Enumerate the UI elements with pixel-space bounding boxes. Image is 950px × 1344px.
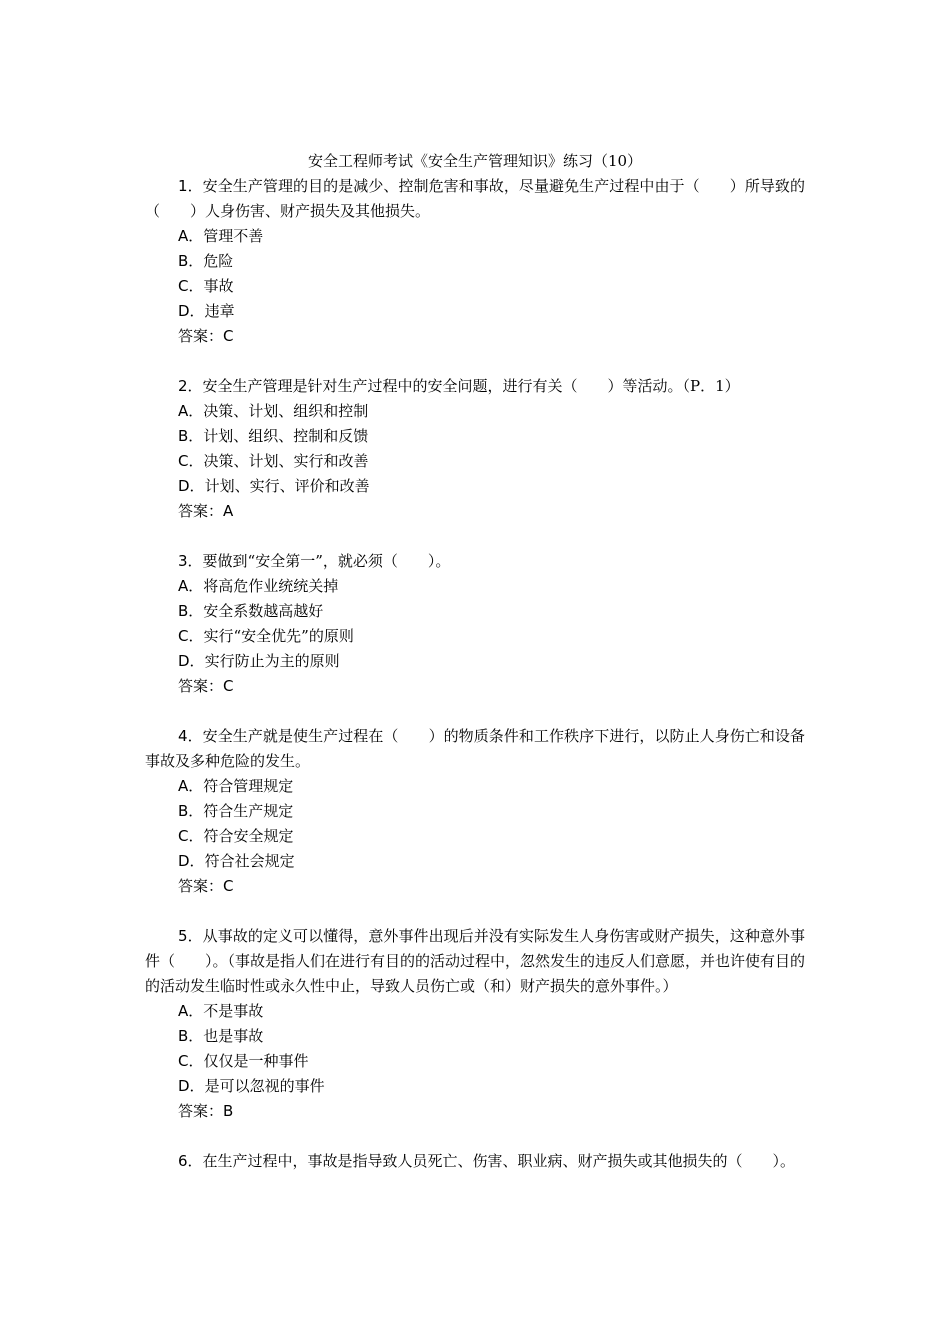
question-number: 6． bbox=[178, 1152, 203, 1170]
answer-line bbox=[178, 674, 805, 699]
option-text: 实行防止为主的原则 bbox=[204, 652, 340, 670]
option-text: 实行“安全优先”的原则 bbox=[203, 627, 354, 645]
question-stem bbox=[145, 724, 805, 774]
option-c bbox=[178, 624, 805, 649]
option-letter: D． bbox=[178, 302, 205, 320]
option-letter: C． bbox=[178, 277, 204, 295]
option-text: 仅仅是一种事件 bbox=[203, 1052, 309, 1070]
question-stem bbox=[145, 174, 805, 224]
option-letter: D． bbox=[178, 477, 205, 495]
option-b bbox=[178, 249, 805, 274]
question-2 bbox=[145, 374, 805, 524]
question-6 bbox=[145, 1149, 805, 1174]
question-number: 1． bbox=[178, 177, 203, 195]
option-a bbox=[178, 574, 805, 599]
option-letter: B． bbox=[178, 427, 204, 445]
question-text: 要做到“安全第一”，就必须（ ）。 bbox=[202, 552, 451, 570]
option-c bbox=[178, 274, 805, 299]
question-number: 4． bbox=[178, 727, 203, 745]
option-b bbox=[178, 599, 805, 624]
question-number: 5． bbox=[178, 927, 203, 945]
question-list bbox=[145, 174, 805, 1174]
document-title: 安全工程师考试《安全生产管理知识》练习（10） bbox=[307, 152, 643, 170]
option-a bbox=[178, 774, 805, 799]
option-a bbox=[178, 399, 805, 424]
option-text: 将高危作业统统关掉 bbox=[203, 577, 339, 595]
option-d bbox=[178, 474, 805, 499]
option-text: 计划、实行、评价和改善 bbox=[204, 477, 370, 495]
option-letter: D． bbox=[178, 1077, 205, 1095]
question-text: 安全生产管理的目的是减少、控制危害和事故，尽量避免生产过程中由于（ ）所导致的（ ）人身伤害、财产损失及其他损失。 bbox=[145, 177, 805, 220]
option-text: 决策、计划、组织和控制 bbox=[203, 402, 369, 420]
question-stem bbox=[145, 374, 805, 399]
answer-label: 答案： bbox=[178, 502, 224, 520]
option-text: 也是事故 bbox=[203, 1027, 264, 1045]
option-d bbox=[178, 849, 805, 874]
option-d bbox=[178, 1074, 805, 1099]
option-text: 管理不善 bbox=[203, 227, 264, 245]
question-text: 安全生产管理是针对生产过程中的安全问题，进行有关（ ）等活动。（P．1） bbox=[202, 377, 740, 395]
question-5 bbox=[145, 924, 805, 1124]
option-text: 决策、计划、实行和改善 bbox=[203, 452, 369, 470]
question-number: 3． bbox=[178, 552, 203, 570]
question-4 bbox=[145, 724, 805, 899]
question-1 bbox=[145, 174, 805, 349]
option-letter: A． bbox=[178, 577, 204, 595]
option-text: 违章 bbox=[204, 302, 235, 320]
option-b bbox=[178, 1024, 805, 1049]
answer-line bbox=[178, 499, 805, 524]
answer-label: 答案： bbox=[178, 1102, 224, 1120]
option-text: 安全系数越高越好 bbox=[203, 602, 324, 620]
answer-value: A bbox=[223, 502, 234, 520]
answer-value: C bbox=[223, 877, 234, 895]
question-text: 从事故的定义可以懂得，意外事件出现后并没有实际发生人身伤害或财产损失，这种意外事件（ ）。（事故是指人们在进行有目的的活动过程中，忽然发生的违反人们意愿，并也许使有目的的活动发生临时性或永久性中止，导致人员伤亡或（和）财产损失的意外事件。） bbox=[145, 927, 806, 995]
question-stem bbox=[145, 1149, 805, 1174]
option-c bbox=[178, 449, 805, 474]
option-letter: C． bbox=[178, 1052, 204, 1070]
option-text: 不是事故 bbox=[203, 1002, 264, 1020]
option-text: 符合生产规定 bbox=[203, 802, 294, 820]
option-letter: A． bbox=[178, 227, 204, 245]
option-c bbox=[178, 824, 805, 849]
option-letter: B． bbox=[178, 602, 204, 620]
option-letter: A． bbox=[178, 1002, 204, 1020]
question-text: 安全生产就是使生产过程在（ ）的物质条件和工作秩序下进行，以防止人身伤亡和设备事故及多种危险的发生。 bbox=[145, 727, 805, 770]
option-letter: A． bbox=[178, 777, 204, 795]
option-letter: D． bbox=[178, 652, 205, 670]
question-number: 2． bbox=[178, 377, 203, 395]
option-text: 符合管理规定 bbox=[203, 777, 294, 795]
option-a bbox=[178, 224, 805, 249]
option-d bbox=[178, 299, 805, 324]
answer-line bbox=[178, 324, 805, 349]
option-text: 符合安全规定 bbox=[203, 827, 294, 845]
option-letter: C． bbox=[178, 452, 204, 470]
option-a bbox=[178, 999, 805, 1024]
option-text: 事故 bbox=[203, 277, 234, 295]
answer-label: 答案： bbox=[178, 877, 224, 895]
option-letter: A． bbox=[178, 402, 204, 420]
option-letter: C． bbox=[178, 827, 204, 845]
answer-line bbox=[178, 874, 805, 899]
option-c bbox=[178, 1049, 805, 1074]
question-3 bbox=[145, 549, 805, 699]
option-b bbox=[178, 424, 805, 449]
question-stem bbox=[145, 924, 805, 999]
answer-value: C bbox=[223, 327, 234, 345]
question-text: 在生产过程中，事故是指导致人员死亡、伤害、职业病、财产损失或其他损失的（ ）。 bbox=[202, 1152, 796, 1170]
option-letter: B． bbox=[178, 802, 204, 820]
option-b bbox=[178, 799, 805, 824]
option-letter: D． bbox=[178, 852, 205, 870]
answer-label: 答案： bbox=[178, 677, 224, 695]
answer-value: C bbox=[223, 677, 234, 695]
option-text: 是可以忽视的事件 bbox=[204, 1077, 325, 1095]
option-letter: B． bbox=[178, 252, 204, 270]
option-text: 危险 bbox=[203, 252, 234, 270]
answer-label: 答案： bbox=[178, 327, 224, 345]
answer-value: B bbox=[223, 1102, 234, 1120]
option-text: 符合社会规定 bbox=[204, 852, 295, 870]
question-stem bbox=[145, 549, 805, 574]
option-letter: C． bbox=[178, 627, 204, 645]
answer-line bbox=[178, 1099, 805, 1124]
option-d bbox=[178, 649, 805, 674]
option-text: 计划、组织、控制和反馈 bbox=[203, 427, 369, 445]
option-letter: B． bbox=[178, 1027, 204, 1045]
